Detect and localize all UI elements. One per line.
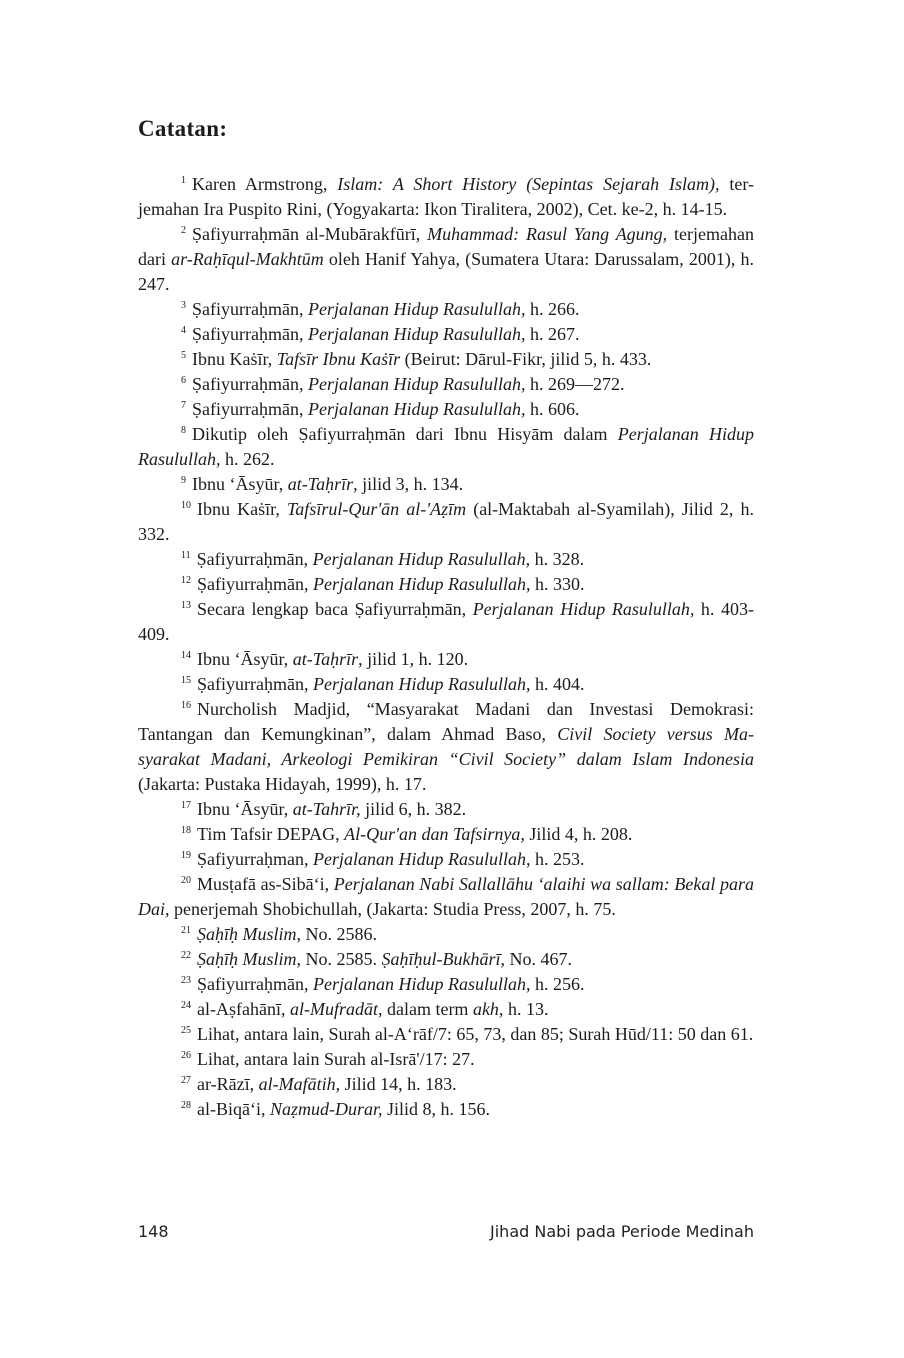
endnote-text: h. 266. (525, 299, 580, 319)
endnote (138, 597, 754, 647)
endnote-text: Ṣafiyurraḥmān, (192, 324, 308, 344)
endnote-number: 2 (181, 225, 186, 236)
endnote-text: Tim Tafsir DEPAG, (197, 824, 345, 844)
endnote (138, 472, 754, 497)
endnote (138, 322, 754, 347)
endnote-text: dalam term (382, 999, 473, 1019)
endnote (138, 222, 754, 297)
endnote-text: Lihat, antara lain, Surah al-A‘rāf/7: 65, 73, dan 85; Surah Hūd/11: 50 dan 61. (197, 1024, 754, 1044)
endnote-text: Ibnu ‘Āsyūr, (197, 649, 293, 669)
endnote-number: 24 (181, 1000, 191, 1011)
endnote (138, 372, 754, 397)
endnote-title: Perjalanan Nabi Sallallāhu ‘alaihi wa sallam: Bekal para Dai, (138, 874, 755, 919)
page-footer (138, 1222, 754, 1246)
endnote-title: Naẓmud-Durar, (269, 1099, 383, 1119)
endnote-text: Ṣafiyurraḥman, (197, 849, 313, 869)
endnotes-list (138, 172, 754, 1122)
endnote-title: Perjalanan Hidup Rasulullah, (312, 574, 531, 594)
endnote-number: 20 (181, 875, 191, 886)
endnote-text: h. 330. (530, 574, 585, 594)
endnote-title: Al-Qur'an dan Tafsirnya, (344, 824, 525, 844)
endnote-text: h. 404. (530, 674, 585, 694)
endnote-text: , No. 2586. (296, 924, 378, 944)
endnote-title: Tafsīr Ibnu Kaṡīr (276, 349, 401, 369)
endnote-number: 11 (181, 550, 191, 561)
endnote (138, 822, 754, 847)
endnote-number: 15 (181, 675, 191, 686)
endnote-text: (al-Maktabah al-Syamilah), Jilid 2, h. 332. (138, 499, 754, 544)
endnote-title: Ṣaḥīḥul-Bukhārī (381, 949, 501, 969)
endnote-text: Ṣafiyurraḥmān, (197, 674, 313, 694)
endnote-number: 3 (181, 300, 186, 311)
endnote-text: al-Aṣfahānī, (197, 999, 290, 1019)
endnote-text: Dikutip oleh Ṣafiyurraḥmān dari Ibnu Hisyām dalam (192, 424, 618, 444)
endnote-number: 28 (181, 1100, 191, 1111)
endnote-number: 18 (181, 825, 191, 836)
endnote (138, 972, 754, 997)
endnote-text: Ibnu Kaṡīr, (197, 499, 287, 519)
endnote-text: Nurcholish Madjid, “Masyarakat Madani dan Investasi Demokrasi: Tantangan dan Kemungkinan”, dalam Ahmad Baso, (138, 699, 754, 744)
endnote-number: 16 (181, 700, 191, 711)
endnote (138, 1022, 754, 1047)
endnote-number: 14 (181, 650, 191, 661)
endnote-number: 12 (181, 575, 191, 586)
endnote-number: 4 (181, 325, 186, 336)
endnote (138, 497, 754, 547)
endnote (138, 697, 754, 797)
endnote-text: Ibnu ‘Āsyūr, (192, 474, 288, 494)
endnote (138, 172, 754, 222)
endnote-title: Perjalanan Hidup Rasulullah, (472, 599, 695, 619)
endnote-text: Jilid 4, h. 208. (524, 824, 633, 844)
endnote-text: h. 253. (530, 849, 585, 869)
endnote-text: Ṣafiyurraḥmān, (192, 374, 308, 394)
endnote-text: penerjemah Shobichullah, (Jakarta: Studia Press, 2007, h. 75. (169, 899, 616, 919)
endnote-text: Ṣafiyurraḥmān, (192, 399, 308, 419)
endnote-number: 5 (181, 350, 186, 361)
endnote (138, 347, 754, 372)
endnote-text: al-Biqā‘i, (197, 1099, 270, 1119)
endnote-text: ter-jemahan Ira Puspito Rini, (Yogyakarta: Ikon Tiralitera, 2002), Cet. ke-2, h. 14-15. (138, 174, 754, 219)
endnote-number: 7 (181, 400, 186, 411)
endnote-title: Perjalanan Hidup Rasulullah, (312, 849, 531, 869)
endnote-number: 10 (181, 500, 191, 511)
endnote-text: , jilid 3, h. 134. (353, 474, 464, 494)
endnote-number: 22 (181, 950, 191, 961)
endnote-title: Ṣaḥīḥ Muslim (197, 949, 297, 969)
endnote-number: 19 (181, 850, 191, 861)
endnote-number: 26 (181, 1050, 191, 1061)
endnote (138, 997, 754, 1022)
endnote (138, 547, 754, 572)
endnote-title: Islam: A Short History (Sepintas Sejarah Islam), (337, 174, 720, 194)
endnote (138, 947, 754, 972)
endnote-text: Jilid 8, h. 156. (382, 1099, 491, 1119)
endnote (138, 847, 754, 872)
endnote-number: 27 (181, 1075, 191, 1086)
endnote-text: Ibnu ‘Āsyūr, (197, 799, 293, 819)
endnote-text: h. 13. (503, 999, 549, 1019)
running-title: Jihad Nabi pada Periode Medinah (490, 1222, 754, 1241)
endnote-title: Civil Society versus Ma-syarakat Madani, Arkeologi Pemikiran “Civil Society” dalam Islam Indonesia (138, 724, 754, 769)
endnote-text: h. 403-409. (138, 599, 754, 644)
endnote-text: Ibnu Kaṡīr, (192, 349, 277, 369)
endnote-text: Musṭafā as-Sibā‘i, (197, 874, 334, 894)
endnote-text: h. 328. (530, 549, 585, 569)
endnote-text: h. 262. (220, 449, 275, 469)
endnote-text: h. 267. (525, 324, 580, 344)
endnote-text: Ṣafiyurraḥmān, (196, 549, 313, 569)
endnote-text: h. 269—272. (525, 374, 625, 394)
endnote (138, 297, 754, 322)
endnote (138, 422, 754, 472)
endnote-text: , jilid 1, h. 120. (358, 649, 469, 669)
endnote (138, 672, 754, 697)
endnote (138, 1047, 754, 1072)
endnote-text: Lihat, antara lain Surah al-Isrā'/17: 27. (197, 1049, 475, 1069)
endnote-number: 25 (181, 1025, 191, 1036)
endnote-text: h. 606. (525, 399, 580, 419)
endnote-text: , No. 467. (500, 949, 573, 969)
endnote (138, 872, 754, 922)
endnote-title: Perjalanan Hidup Rasulullah, (307, 299, 526, 319)
endnote-text: terjemahan dari (138, 224, 754, 269)
endnote-title: al-Mufradāt, (289, 999, 383, 1019)
endnote-text: , No. 2585. (296, 949, 382, 969)
endnote-text: Secara lengkap baca Ṣafiyurraḥmān, (197, 599, 473, 619)
endnote-title: Ṣaḥīḥ Muslim (197, 924, 297, 944)
endnote-title: at-Taḥrīr (292, 649, 359, 669)
endnote-text: Ṣafiyurraḥmān, (197, 574, 313, 594)
endnote-number: 9 (181, 475, 186, 486)
endnote-title: Perjalanan Hidup Rasulullah, (138, 424, 754, 469)
endnote-text: ar-Rāzī, (197, 1074, 259, 1094)
endnote-text: Ṣafiyurraḥmān al-Mubārakfūrī, (192, 224, 428, 244)
endnote-title: akh, (472, 999, 504, 1019)
endnote-text: (Beirut: Dārul-Fikr, jilid 5, h. 433. (400, 349, 652, 369)
endnote-title: Perjalanan Hidup Rasulullah, (307, 324, 526, 344)
endnote-number: 8 (181, 425, 186, 436)
endnote-title: Tafsīrul-Qur'ān al-'Aẓīm (286, 499, 467, 519)
endnote-title: ar-Raḥīqul-Makhtūm (171, 249, 324, 269)
endnote-text: Ṣafiyurraḥmān, (192, 299, 308, 319)
endnote-title: Muhammad: Rasul Yang Agung, (427, 224, 668, 244)
endnote-title: Perjalanan Hidup Rasulullah, (307, 399, 526, 419)
endnote-number: 21 (181, 925, 191, 936)
endnote (138, 397, 754, 422)
endnote-number: 23 (181, 975, 191, 986)
endnote-text: Karen Armstrong, (192, 174, 338, 194)
endnote (138, 922, 754, 947)
endnote-title: al-Mafātih, (258, 1074, 341, 1094)
endnote-text: oleh Hanif Yahya, (Sumatera Utara: Darussalam, 2001), h. 247. (138, 249, 755, 294)
endnote (138, 647, 754, 672)
endnote-title: at-Tahrīr, (292, 799, 361, 819)
endnote-title: at-Taḥrīr (287, 474, 354, 494)
endnote-text: jilid 6, h. 382. (360, 799, 467, 819)
endnote-text: Ṣafiyurraḥmān, (197, 974, 313, 994)
endnote-number: 1 (181, 175, 186, 186)
endnote-title: Perjalanan Hidup Rasulullah, (312, 674, 531, 694)
endnote-number: 17 (181, 800, 191, 811)
page-heading: Catatan: (138, 116, 228, 141)
endnote-text: (Jakarta: Pustaka Hidayah, 1999), h. 17. (138, 774, 427, 794)
endnote (138, 572, 754, 597)
endnote-title: Perjalanan Hidup Rasulullah, (307, 374, 526, 394)
endnote-title: Perjalanan Hidup Rasulullah, (312, 974, 531, 994)
page-number: 148 (138, 1222, 169, 1241)
endnote-number: 13 (181, 600, 191, 611)
endnote-text: h. 256. (530, 974, 585, 994)
endnote (138, 1072, 754, 1097)
endnote (138, 1097, 754, 1122)
endnote (138, 797, 754, 822)
endnote-number: 6 (181, 375, 186, 386)
endnote-text: Jilid 14, h. 183. (340, 1074, 457, 1094)
endnote-title: Perjalanan Hidup Rasulullah, (312, 549, 531, 569)
